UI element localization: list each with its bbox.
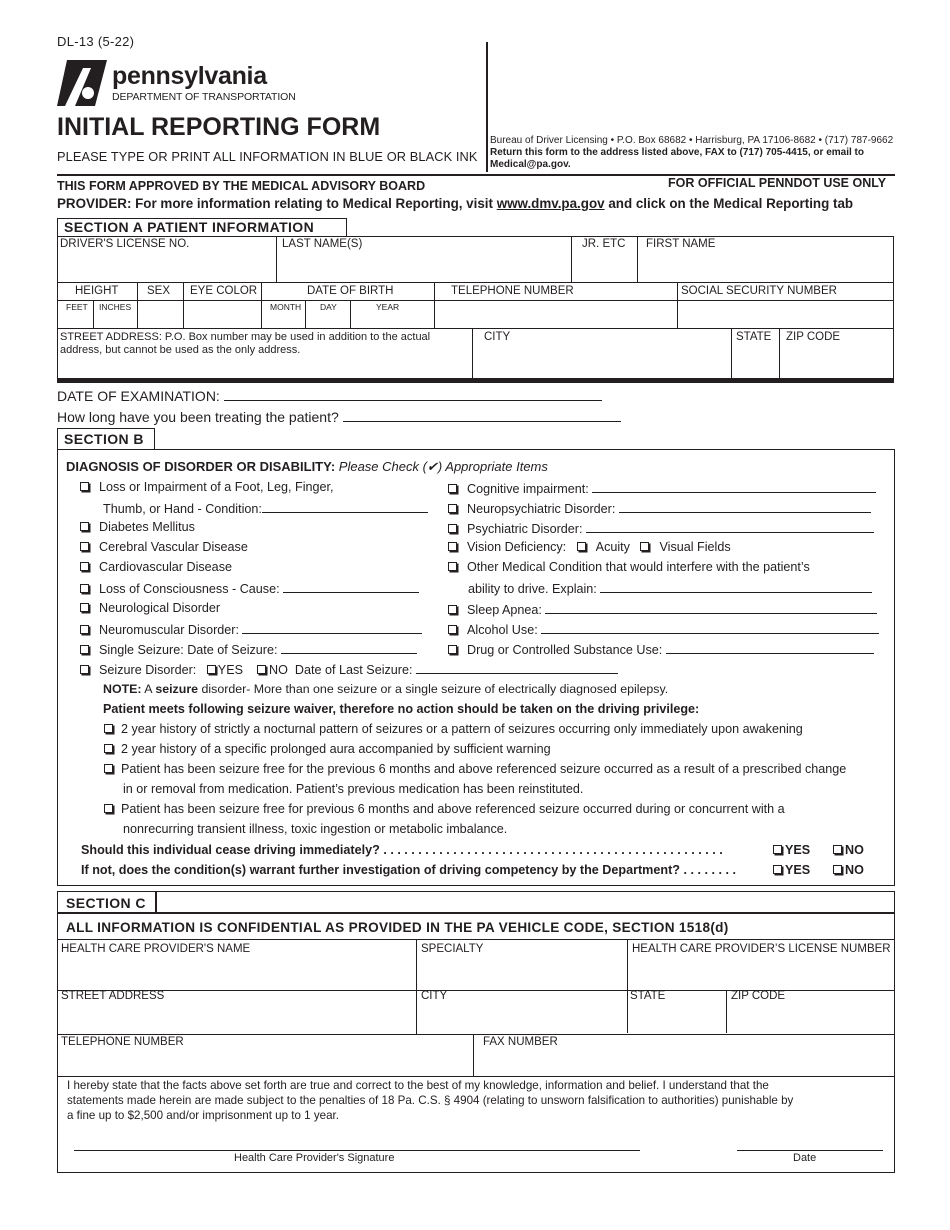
cardio-checkbox[interactable]: Cardiovascular Disease (80, 560, 232, 574)
acuity-checkbox-icon[interactable] (577, 542, 586, 551)
dob-year-field[interactable]: YEAR (376, 302, 400, 312)
seizure-yes-checkbox-icon[interactable] (207, 665, 216, 674)
cease-yes-option[interactable]: YES (773, 843, 810, 857)
checkbox-icon[interactable] (448, 625, 457, 634)
cerebral-checkbox[interactable]: Cerebral Vascular Disease (80, 540, 248, 554)
consciousness-checkbox[interactable]: Loss of Consciousness - Cause: (80, 580, 419, 596)
checkbox-icon[interactable] (773, 865, 782, 874)
specialty-field[interactable]: SPECIALTY (421, 943, 484, 955)
provider-fax-field[interactable]: FAX NUMBER (483, 1036, 558, 1048)
bureau-address: Bureau of Driver Licensing • P.O. Box 68682 • Harrisburg, PA 17106-8682 • (717) 787-9662 (490, 135, 894, 146)
jr-etc-field[interactable]: JR. ETC (582, 238, 626, 250)
checkbox-icon[interactable] (448, 484, 457, 493)
height-label: HEIGHT (75, 285, 119, 297)
checkbox-icon[interactable] (448, 562, 457, 571)
vision-checkbox[interactable]: Vision Deficiency: Acuity Visual Fields (448, 540, 731, 554)
waiver-medication-cont: in or removal from medication. Patient’s previous medication has been reinstituted. (123, 782, 584, 796)
checkbox-icon[interactable] (80, 542, 89, 551)
official-use-text: FOR OFFICIAL PENNDOT USE ONLY (668, 176, 887, 190)
investigation-no-option[interactable]: NO (833, 863, 864, 877)
provider-name-field[interactable]: HEALTH CARE PROVIDER'S NAME (61, 943, 251, 955)
section-c-heading: SECTION C (66, 895, 146, 911)
checkbox-icon[interactable] (448, 645, 457, 654)
checkbox-icon[interactable] (80, 562, 89, 571)
checkbox-icon[interactable] (80, 625, 89, 634)
treating-duration-field[interactable]: How long have you been treating the patient? (57, 409, 621, 425)
neuropsych-checkbox[interactable]: Neuropsychiatric Disorder: (448, 500, 871, 516)
diabetes-checkbox[interactable]: Diabetes Mellitus (80, 520, 195, 534)
logo-dept: DEPARTMENT OF TRANSPORTATION (112, 91, 296, 103)
investigation-question: If not, does the condition(s) warrant further investigation of driving competency by the Department? . . . . . . . . (81, 863, 736, 877)
dob-label: DATE OF BIRTH (307, 285, 394, 297)
penndot-logo-icon (57, 60, 109, 106)
checkbox-icon[interactable] (104, 724, 113, 733)
cease-driving-question: Should this individual cease driving immediately? . . . . . . . . . . . . . . . . . . . . . . . . . . . . . . . . . . . . . . . . . . . . . . . . . (81, 843, 723, 857)
alcohol-checkbox[interactable]: Alcohol Use: (448, 621, 879, 637)
foot-condition-field[interactable]: Thumb, or Hand - Condition: (103, 500, 428, 516)
page-subtitle: PLEASE TYPE OR PRINT ALL INFORMATION IN BLUE OR BLACK INK (57, 149, 478, 164)
confidential-notice: ALL INFORMATION IS CONFIDENTIAL AS PROVIDED IN THE PA VEHICLE CODE, SECTION 1518(d) (66, 920, 729, 935)
street-address-note: address, but cannot be used as the only address. (60, 344, 301, 356)
page-title: INITIAL REPORTING FORM (57, 113, 381, 141)
checkbox-icon[interactable] (80, 584, 89, 593)
last-name-field[interactable]: LAST NAME(S) (282, 238, 363, 250)
return-instructions: Return this form to the address listed above, FAX to (717) 705-4415, or email to (490, 147, 864, 158)
investigation-yes-option[interactable]: YES (773, 863, 810, 877)
waiver-illness-checkbox[interactable]: Patient has been seizure free for previous 6 months and above referenced seizure occurred during or concurrent with a (104, 802, 785, 816)
waiver-aura-checkbox[interactable]: 2 year history of a specific prolonged aura accompanied by sufficient warning (104, 742, 551, 756)
checkbox-icon[interactable] (104, 744, 113, 753)
drug-checkbox[interactable]: Drug or Controlled Substance Use: (448, 641, 874, 657)
date-label: Date (793, 1152, 817, 1164)
approved-text: THIS FORM APPROVED BY THE MEDICAL ADVISORY BOARD (57, 179, 426, 193)
seizure-disorder-row: Seizure Disorder: YES NO Date of Last Seizure: (80, 661, 618, 677)
provider-telephone-field[interactable]: TELEPHONE NUMBER (61, 1036, 184, 1048)
street-address-field[interactable]: STREET ADDRESS: P.O. Box number may be used in addition to the actual (60, 331, 431, 343)
state-field[interactable]: STATE (736, 331, 772, 343)
checkbox-icon[interactable] (448, 605, 457, 614)
provider-zip-field[interactable]: ZIP CODE (731, 990, 786, 1002)
checkbox-icon[interactable] (448, 524, 457, 533)
telephone-field[interactable]: TELEPHONE NUMBER (451, 285, 574, 297)
sex-field[interactable]: SEX (147, 285, 171, 297)
other-condition-checkbox[interactable]: Other Medical Condition that would interfere with the patient’s (448, 560, 810, 574)
checkbox-icon[interactable] (80, 603, 89, 612)
zip-field[interactable]: ZIP CODE (786, 331, 841, 343)
signature-line[interactable] (74, 1150, 640, 1151)
checkbox-icon[interactable] (80, 482, 89, 491)
checkbox-icon[interactable] (104, 764, 113, 773)
attestation-line-3: a fine up to $2,500 and/or imprisonment up to 1 year. (67, 1109, 339, 1122)
single-seizure-checkbox[interactable]: Single Seizure: Date of Seizure: (80, 641, 417, 657)
waiver-illness-cont: nonrecurring transient illness, toxic ingestion or metabolic imbalance. (123, 822, 508, 836)
eye-color-field[interactable]: EYE COLOR (190, 285, 258, 297)
seizure-note: NOTE: A seizure disorder- More than one seizure or a single seizure of electrically diagnosed epilepsy. (103, 682, 669, 696)
seizure-disorder-checkbox-icon[interactable] (80, 665, 89, 674)
attestation-line-1: I hereby state that the facts above set forth are true and correct to the best of my knowledge, information and belief. I understand that the (67, 1079, 769, 1092)
psychiatric-checkbox[interactable]: Psychiatric Disorder: (448, 520, 874, 536)
section-b-heading: SECTION B (57, 428, 155, 450)
attestation-line-2: statements made herein are made subject to the penalties of 18 Pa. C.S. § 4904 (relating to unsworn falsification to authorities) punishable by (67, 1094, 794, 1107)
sleep-apnea-checkbox[interactable]: Sleep Apnea: (448, 601, 877, 617)
checkbox-icon[interactable] (104, 804, 113, 813)
neurological-checkbox[interactable]: Neurological Disorder (80, 601, 220, 615)
signature-label: Health Care Provider's Signature (234, 1152, 395, 1164)
first-name-field[interactable]: FIRST NAME (646, 238, 716, 250)
dmv-link[interactable]: www.dmv.pa.gov (496, 196, 605, 211)
form-number: DL-13 (5-22) (57, 34, 135, 49)
drivers-license-field[interactable]: DRIVER'S LICENSE NO. (60, 238, 190, 250)
feet-field[interactable]: FEET (66, 302, 88, 312)
ssn-field[interactable]: SOCIAL SECURITY NUMBER (681, 285, 837, 297)
checkbox-icon[interactable] (833, 865, 842, 874)
header-divider (486, 42, 488, 172)
foot-leg-checkbox[interactable]: Loss or Impairment of a Foot, Leg, Finger, (80, 480, 334, 494)
date-line[interactable] (737, 1150, 883, 1151)
dob-day-field[interactable]: DAY (320, 302, 337, 312)
exam-date-field[interactable]: DATE OF EXAMINATION: (57, 388, 602, 404)
inches-field[interactable]: INCHES (99, 302, 132, 312)
other-explain-field[interactable]: ability to drive. Explain: (468, 580, 872, 596)
cease-no-option[interactable]: NO (833, 843, 864, 857)
checkbox-icon[interactable] (80, 522, 89, 531)
waiver-medication-checkbox[interactable]: Patient has been seizure free for the previous 6 months and above referenced seizure occurred as a result of a prescribed change (104, 762, 846, 776)
checkbox-icon[interactable] (80, 645, 89, 654)
provider-state-field[interactable]: STATE (630, 990, 666, 1002)
provider-license-field[interactable]: HEALTH CARE PROVIDER’S LICENSE NUMBER (632, 943, 891, 955)
section-a-heading: SECTION A PATIENT INFORMATION (57, 218, 347, 237)
visual-fields-checkbox-icon[interactable] (640, 542, 649, 551)
provider-city-field[interactable]: CITY (421, 990, 448, 1002)
return-email: Medical@pa.gov. (490, 159, 571, 170)
diagnosis-heading: DIAGNOSIS OF DISORDER OR DISABILITY: Please Check (✔) Appropriate Items (66, 459, 548, 474)
provider-info: PROVIDER: For more information relating to Medical Reporting, visit www.dmv.pa.gov and click on the Medical Reporting tab (57, 196, 854, 211)
waiver-nocturnal-checkbox[interactable]: 2 year history of strictly a nocturnal pattern of seizures or a pattern of seizures occurring only immediately upon awakening (104, 722, 803, 736)
city-field[interactable]: CITY (484, 331, 511, 343)
checkbox-icon[interactable] (448, 542, 457, 551)
logo-word: pennsylvania (112, 62, 267, 90)
seizure-no-checkbox-icon[interactable] (257, 665, 266, 674)
dob-month-field[interactable]: MONTH (270, 302, 302, 312)
checkbox-icon[interactable] (833, 845, 842, 854)
checkbox-icon[interactable] (448, 504, 457, 513)
provider-street-field[interactable]: STREET ADDRESS (61, 990, 165, 1002)
checkbox-icon[interactable] (773, 845, 782, 854)
neuromuscular-checkbox[interactable]: Neuromuscular Disorder: (80, 621, 422, 637)
cognitive-checkbox[interactable]: Cognitive impairment: (448, 480, 876, 496)
waiver-heading: Patient meets following seizure waiver, therefore no action should be taken on the driving privilege: (103, 702, 700, 716)
